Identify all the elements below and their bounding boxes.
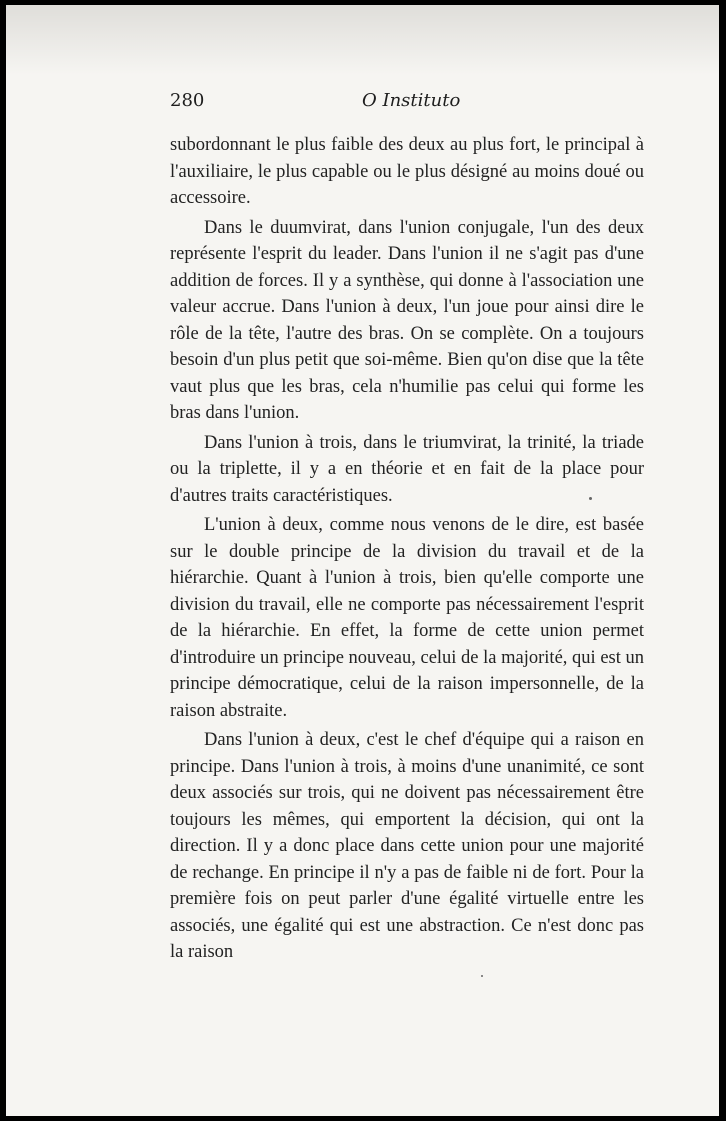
running-title: O Instituto [362,90,461,111]
body-text [170,132,644,966]
paper-speck [589,497,592,500]
paragraph: Dans le duumvirat, dans l'union conjugale, l'un des deux représente l'esprit du leader. Dans l'union il ne s'agit pas d'une addition de forces. Il y a synthèse, qui donne à l'association une valeur accrue. Dans l'union à deux, l'un joue pour ainsi dire le rôle de la tête, l'autre des bras. On se complète. On a toujours besoin d'un plus petit que soi-même. Bien qu'on dise que la tête vaut plus que les bras, cela n'humilie pas celui qui forme les bras dans l'union. [170,217,644,423]
page-header [170,90,644,116]
page-number: 280 [170,90,205,111]
paragraph: Dans l'union à deux, c'est le chef d'équipe qui a raison en principe. Dans l'union à trois, à moins d'une unanimité, ce sont deux associés sur trois, qui ne doivent pas nécessairement être toujours les mêmes, qui emportent la décision, qui ont la direction. Il y a donc place dans cette union pour une majorité de rechange. En principe il n'y a pas de faible ni de fort. Pour la première fois on peut parler d'une égalité virtuelle entre les associés, une égalité qui est une abstraction. Ce n'est donc pas la raison [170,730,644,962]
book-page [6,5,719,1116]
paragraph: L'union à deux, comme nous venons de le dire, est basée sur le double principe de la division du travail et de la hiérarchie. Quant à l'union à trois, bien qu'elle comporte une division du travail, elle ne comporte pas nécessairement l'esprit de la hiérarchie. En effet, la forme de cette union permet d'introduire un principe nouveau, celui de la majorité, qui est un principe démocratique, celui de la raison impersonnelle, de la raison abstraite. [170,515,644,721]
paragraph-continuation: subordonnant le plus faible des deux au plus fort, le principal à l'auxiliaire, le plus capable ou le plus désigné au moins doué ou accessoire. [170,135,644,208]
paper-speck [481,975,483,977]
paragraph: Dans l'union à trois, dans le triumvirat, la trinité, la triade ou la triplette, il y a en théorie et en fait de la place pour d'autres traits caractéristiques. [170,432,644,506]
